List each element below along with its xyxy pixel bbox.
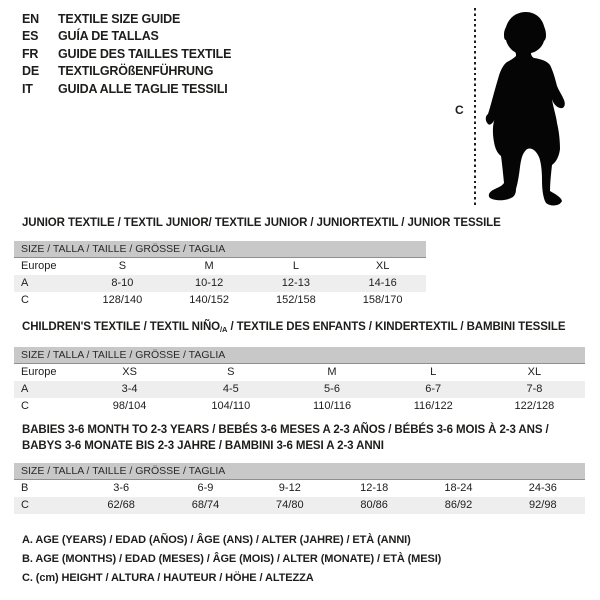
height-cell: 158/170: [362, 294, 403, 306]
table-row-height: [14, 497, 585, 514]
children-title-pre: CHILDREN'S TEXTILE / TEXTIL NIÑO: [22, 321, 221, 333]
height-cell: 86/92: [444, 499, 473, 511]
language-code: ES: [22, 29, 39, 44]
age-cell: 8-10: [111, 277, 134, 289]
babies-title-line2: BABYS 3-6 MONATE BIS 2-3 JAHRE / BAMBINI 3-6 MESI A 2-3 ANNI: [22, 439, 384, 452]
language-title: GUIDE DES TAILLES TEXTILE: [58, 46, 232, 61]
age-cell: 7-8: [526, 383, 543, 395]
size-cell: S: [227, 366, 235, 378]
language-code: EN: [22, 11, 39, 26]
row-label: B: [21, 482, 29, 494]
size-cell: L: [292, 260, 299, 272]
baby-silhouette: [478, 11, 570, 207]
age-cell: 4-5: [222, 383, 239, 395]
language-row-fr: [22, 45, 231, 63]
language-title: TEXTILGRÖßENFÜHRUNG: [58, 64, 214, 79]
children-title-subscript: /A: [220, 325, 228, 334]
age-cell: 5-6: [324, 383, 340, 395]
table-row-height: [14, 398, 585, 415]
height-cell: 80/86: [360, 499, 388, 511]
row-label: C: [21, 400, 29, 412]
height-cell: 92/98: [529, 499, 557, 511]
language-title: GUÍA DE TALLAS: [58, 29, 159, 44]
legend-line-a: A. AGE (YEARS) / EDAD (AÑOS) / ÂGE (ANS) / ALTER (JAHRE) / ETÀ (ANNI): [22, 534, 411, 546]
height-cell: 140/152: [189, 294, 229, 306]
table-row-age-months: [14, 480, 585, 497]
height-measure-dotted-line: [474, 8, 476, 207]
size-header-bar: SIZE / TALLA / TAILLE / GRÖSSE / TAGLIA: [14, 347, 585, 364]
babies-title-line1: BABIES 3-6 MONTH TO 2-3 YEARS / BEBÉS 3-6 MESES A 2-3 AÑOS / BÉBÉS 3-6 MOIS À 2-3 ANS /: [22, 424, 549, 436]
age-cell: 24-36: [528, 482, 557, 494]
age-cell: 6-7: [425, 383, 442, 395]
children-size-table: [14, 347, 585, 415]
language-title: GUIDA ALLE TAGLIE TESSILI: [58, 81, 228, 96]
age-cell: 12-18: [360, 482, 389, 494]
junior-size-table: [14, 241, 426, 309]
age-cell: 3-4: [121, 383, 138, 395]
size-cell: S: [118, 260, 127, 272]
size-cell: XL: [375, 260, 390, 272]
size-cell: L: [430, 366, 437, 378]
age-cell: 9-12: [278, 482, 301, 494]
height-cell: 98/104: [112, 400, 147, 412]
language-title: TEXTILE SIZE GUIDE: [58, 11, 181, 26]
height-cell: 110/116: [312, 400, 352, 412]
row-label: C: [21, 499, 29, 511]
age-cell: 14-16: [368, 277, 397, 289]
size-cell: XL: [527, 366, 542, 378]
children-table-title: [22, 321, 565, 334]
row-label: A: [21, 383, 29, 395]
legend: [22, 531, 441, 588]
row-label: Europe: [21, 366, 57, 378]
junior-table-title: JUNIOR TEXTILE / TEXTIL JUNIOR/ TEXTILE JUNIOR / JUNIORTEXTIL / JUNIOR TESSILE: [22, 217, 501, 229]
legend-line-c: C. (cm) HEIGHT / ALTURA / HAUTEUR / HÖHE / ALTEZZA: [22, 572, 314, 584]
age-cell: 18-24: [444, 482, 473, 494]
children-title-post: / TEXTILE DES ENFANTS / KINDERTEXTIL / BAMBINI TESSILE: [227, 321, 566, 333]
size-header-bar: SIZE / TALLA / TAILLE / GRÖSSE / TAGLIA: [14, 241, 426, 258]
babies-size-table: [14, 463, 585, 514]
height-cell: 68/74: [191, 499, 220, 511]
table-row-age: [14, 275, 426, 292]
legend-line-b: B. AGE (MONTHS) / EDAD (MESES) / ÂGE (MOIS) / ALTER (MONATE) / ETÀ (MESI): [22, 553, 442, 565]
table-row-europe: [14, 258, 426, 275]
age-cell: 10-12: [195, 277, 224, 289]
language-row-es: [22, 28, 231, 46]
size-cell: XS: [122, 366, 137, 378]
age-cell: 3-6: [113, 482, 130, 494]
language-code: DE: [22, 64, 39, 79]
size-cell: M: [327, 366, 337, 378]
height-cell: 74/80: [276, 499, 304, 511]
height-cell: 122/128: [514, 400, 555, 412]
row-label: C: [21, 294, 29, 306]
height-cell: 116/122: [413, 400, 453, 412]
table-row-height: [14, 292, 426, 309]
size-cell: M: [204, 260, 214, 272]
babies-table-title: [22, 423, 549, 454]
language-row-de: [22, 63, 231, 81]
height-cell: 104/110: [211, 400, 251, 412]
language-row-it: [22, 80, 231, 98]
language-row-en: [22, 10, 231, 28]
row-label: A: [21, 277, 29, 289]
height-cell: 128/140: [102, 294, 143, 306]
table-row-age: [14, 381, 585, 398]
size-header-bar: SIZE / TALLA / TAILLE / GRÖSSE / TAGLIA: [14, 463, 585, 480]
language-code: FR: [22, 46, 39, 61]
age-cell: 12-13: [281, 277, 310, 289]
age-cell: 6-9: [197, 482, 214, 494]
language-code: IT: [22, 81, 33, 96]
language-title-block: [22, 10, 231, 98]
row-label: Europe: [21, 260, 57, 272]
height-cell: 62/68: [107, 499, 135, 511]
table-row-europe: [14, 364, 585, 381]
height-cell: 152/158: [275, 294, 316, 306]
height-measure-label: C: [455, 103, 464, 117]
